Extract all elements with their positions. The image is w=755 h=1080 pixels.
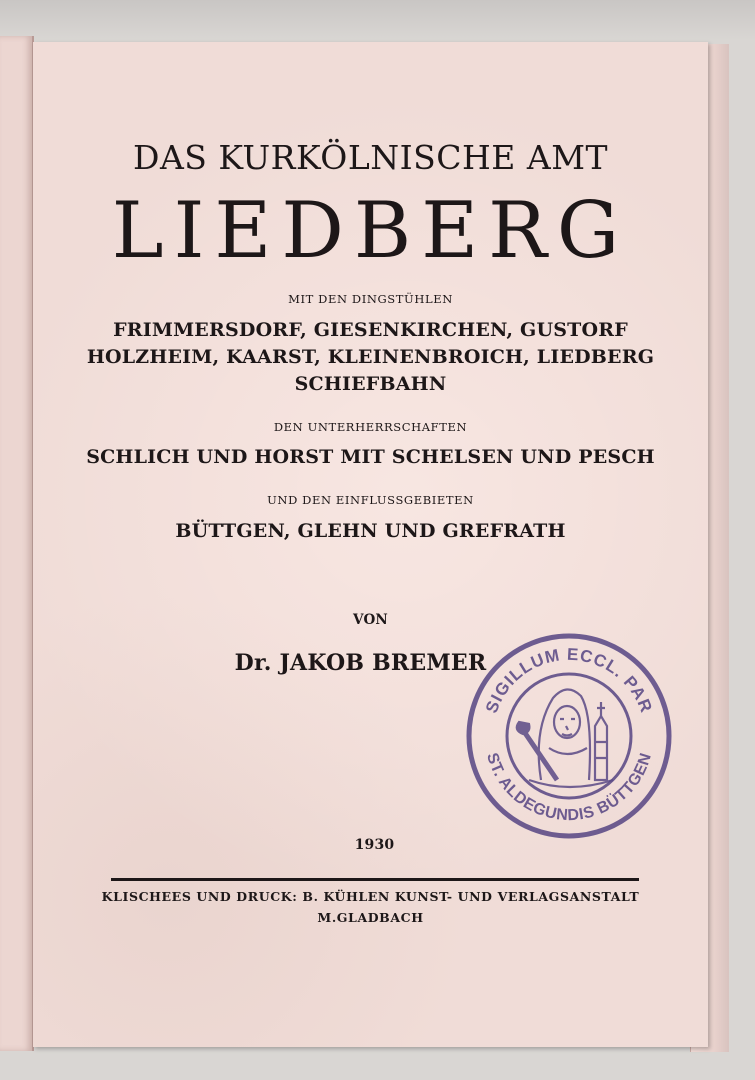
previous-page-edge	[0, 36, 34, 1051]
subtitle-einfluss: UND DEN EINFLUSSGEBIETEN	[267, 493, 474, 507]
subtitle-unter: DEN UNTERHERRSCHAFTEN	[273, 420, 468, 434]
title-page	[33, 42, 708, 1047]
places-line-1: FRIMMERSDORF, GIESENKIRCHEN, GUSTORF	[113, 319, 628, 341]
title-main: LIEDBERG	[111, 186, 630, 276]
author-name: Dr. JAKOB BREMER	[234, 650, 487, 676]
imprint-line-1: KLISCHEES UND DRUCK: B. KÜHLEN KUNST- UND VERLAGSANSTALT	[101, 889, 640, 904]
saint-figure-icon	[517, 689, 613, 787]
unter-places: SCHLICH UND HORST MIT SCHELSEN UND PESCH	[86, 446, 655, 468]
title-line-1: DAS KURKÖLNISCHE AMT	[132, 138, 608, 177]
einfluss-places: BÜTTGEN, GLEHN UND GREFRATH	[175, 520, 566, 542]
byline-von: VON	[353, 612, 388, 628]
divider-rule	[111, 878, 639, 881]
publication-year: 1930	[354, 837, 395, 853]
imprint-line-2: M.GLADBACH	[317, 910, 424, 925]
scan-background	[0, 0, 755, 40]
subtitle-mit: MIT DEN DINGSTÜHLEN	[288, 292, 453, 306]
places-line-2: HOLZHEIM, KAARST, KLEINENBROICH, LIEDBERG	[86, 346, 655, 368]
stamp-top-text: SIGILLUM ECCL. PAR	[481, 644, 657, 716]
places-line-3: SCHIEFBAHN	[294, 373, 447, 395]
stamp-bottom-text: ST. ALDEGUNDIS BÜTTGEN	[483, 750, 655, 825]
parish-seal-stamp	[463, 630, 675, 842]
